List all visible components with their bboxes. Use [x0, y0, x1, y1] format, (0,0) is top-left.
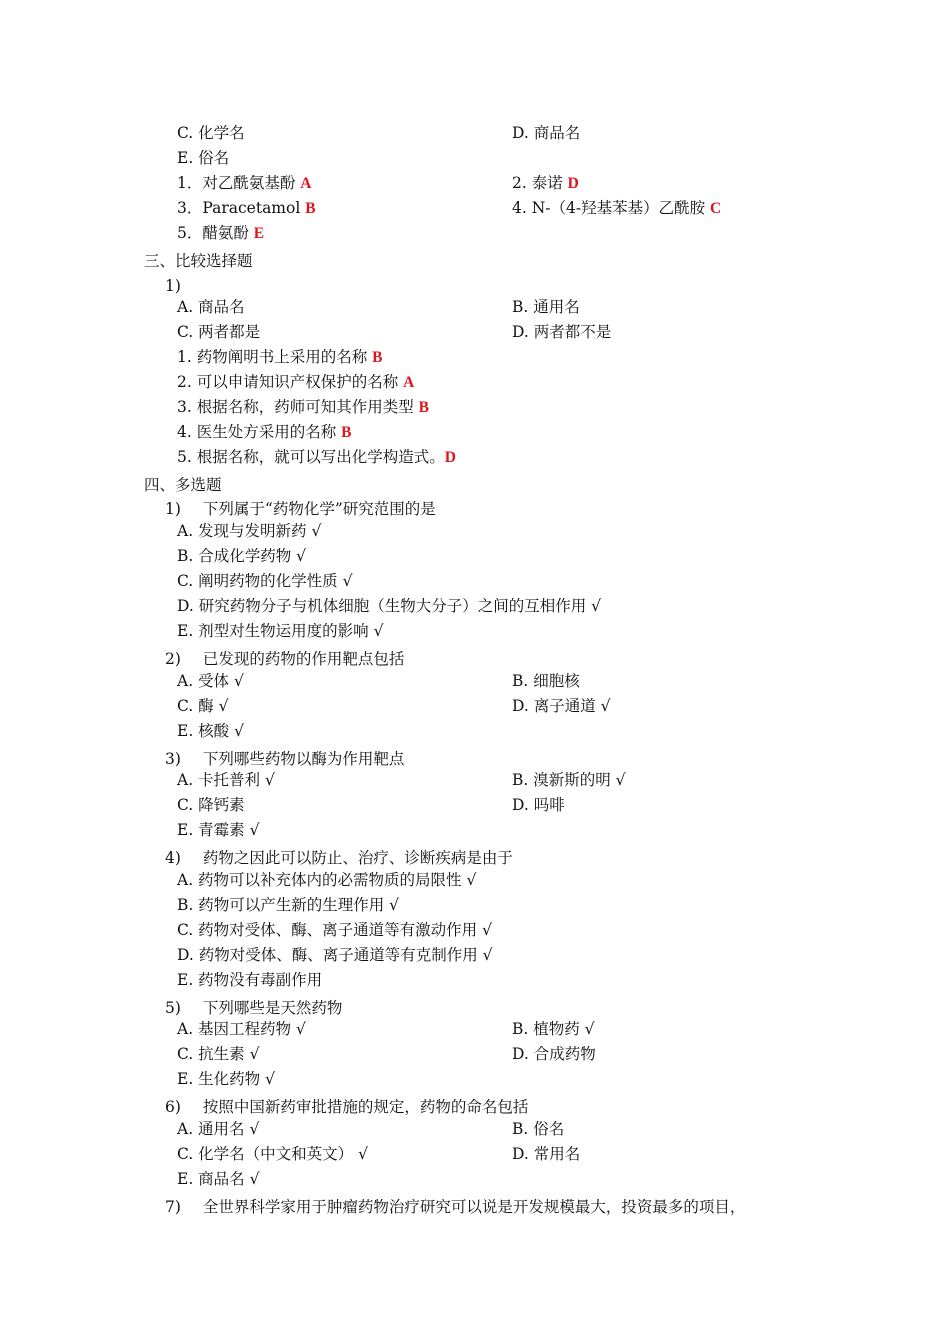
question-5: 5) 下列哪些是天然药物 [165, 999, 343, 1017]
option-c: C. 酶 √ [177, 697, 229, 715]
answer-label: B [305, 200, 316, 217]
option-c: C. 化学名（中文和英文） √ [177, 1145, 368, 1163]
item-3: 3. 根据名称，药师可知其作用类型 B [177, 398, 429, 416]
option-e: E. 俗名 [177, 149, 230, 167]
option-c: C. 两者都是 [177, 323, 261, 341]
question-7: 7) 全世界科学家用于肿瘤药物治疗研究可以说是开发规模最大，投资最多的项目， [165, 1198, 746, 1216]
option-c: C. 阐明药物的化学性质 √ [177, 572, 353, 590]
option-b: B. 溴新斯的明 √ [512, 771, 626, 789]
option-d: D. 吗啡 [512, 796, 565, 814]
item-4: 4. N-（4-羟基苯基）乙酰胺 C [512, 199, 722, 217]
item-1: 1．对乙酰氨基酚 A [177, 174, 312, 192]
option-b: B. 细胞核 [512, 672, 580, 690]
option-c: C. 化学名 [177, 124, 245, 142]
option-d: D. 合成药物 [512, 1045, 596, 1063]
option-d: D. 离子通道 √ [512, 697, 611, 715]
item-3: 3．Paracetamol B [177, 199, 316, 217]
option-c: C. 抗生素 √ [177, 1045, 260, 1063]
option-a: A. 基因工程药物 √ [177, 1020, 306, 1038]
answer-label: B [418, 399, 429, 416]
option-e: E. 青霉素 √ [177, 821, 260, 839]
option-c: C. 降钙素 [177, 796, 245, 814]
item-2: 2. 泰诺 D [512, 174, 579, 192]
question-4: 4) 药物之因此可以防止、治疗、诊断疾病是由于 [165, 849, 513, 867]
option-b: B. 植物药 √ [512, 1020, 595, 1038]
option-d: D. 研究药物分子与机体细胞（生物大分子）之间的互相作用 √ [177, 597, 602, 615]
option-e: E. 核酸 √ [177, 722, 244, 740]
answer-label: A [403, 374, 415, 391]
item-5: 5. 根据名称，就可以写出化学构造式。D [177, 448, 456, 466]
option-b: B. 合成化学药物 √ [177, 547, 307, 565]
answer-label: E [253, 225, 265, 242]
option-a: A. 卡托普利 √ [177, 771, 275, 789]
answer-label: C [710, 200, 722, 217]
item-4: 4. 医生处方采用的名称 B [177, 423, 352, 441]
option-a: A. 通用名 √ [177, 1120, 260, 1138]
option-b: B. 通用名 [512, 298, 580, 316]
option-a: A. 受体 √ [177, 672, 244, 690]
option-b: B. 俗名 [512, 1120, 565, 1138]
option-d: D. 商品名 [512, 124, 581, 142]
option-e: E. 生化药物 √ [177, 1070, 275, 1088]
question-2: 2) 已发现的药物的作用靶点包括 [165, 650, 405, 668]
option-b: B. 药物可以产生新的生理作用 √ [177, 896, 400, 914]
answer-label: A [300, 175, 312, 192]
question-number: 1) [165, 277, 181, 295]
option-e: E. 商品名 √ [177, 1170, 260, 1188]
option-a: A. 发现与发明新药 √ [177, 522, 322, 540]
answer-label: D [444, 449, 456, 466]
section-heading: 四、多选题 [144, 476, 222, 494]
option-d: D. 药物对受体、酶、离子通道等有克制作用 √ [177, 946, 493, 964]
option-e: E. 药物没有毒副作用 [177, 971, 323, 989]
answer-label: B [341, 424, 352, 441]
section-heading: 三、比较选择题 [144, 252, 253, 270]
question-3: 3) 下列哪些药物以酶为作用靶点 [165, 750, 405, 768]
question-1: 1) 下列属于“药物化学”研究范围的是 [165, 500, 436, 518]
answer-label: D [567, 175, 579, 192]
item-5: 5．醋氨酚 E [177, 224, 265, 242]
item-2: 2. 可以申请知识产权保护的名称 A [177, 373, 415, 391]
option-d: D. 两者都不是 [512, 323, 612, 341]
option-c: C. 药物对受体、酶、离子通道等有激动作用 √ [177, 921, 492, 939]
item-1: 1. 药物阐明书上采用的名称 B [177, 348, 383, 366]
option-a: A. 商品名 [177, 298, 245, 316]
option-d: D. 常用名 [512, 1145, 581, 1163]
question-6: 6) 按照中国新药审批措施的规定，药物的命名包括 [165, 1098, 529, 1116]
answer-label: B [372, 349, 383, 366]
option-a: A. 药物可以补充体内的必需物质的局限性 √ [177, 871, 477, 889]
option-e: E. 剂型对生物运用度的影响 √ [177, 622, 384, 640]
